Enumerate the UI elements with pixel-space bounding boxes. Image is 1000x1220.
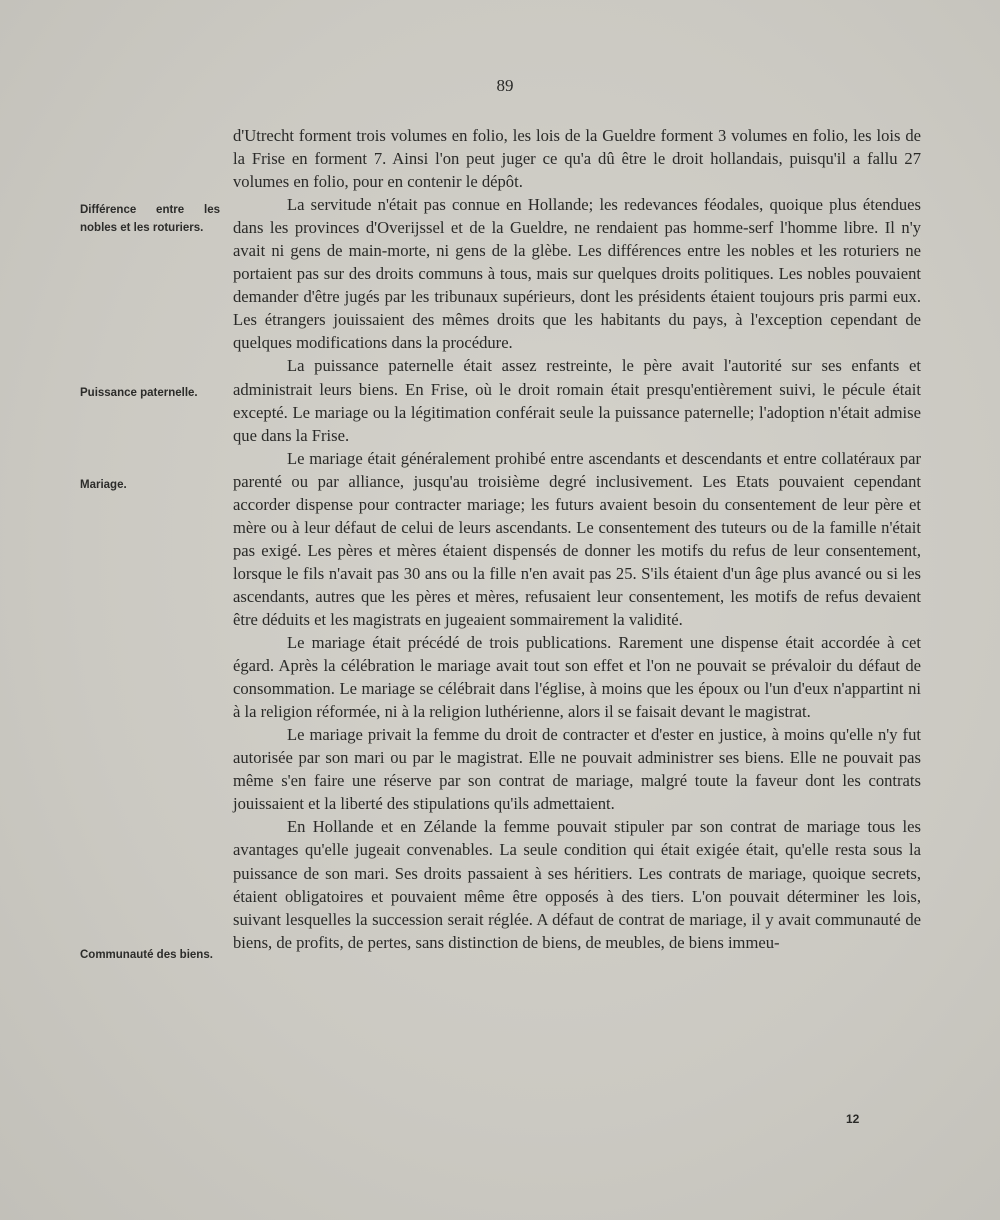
- body-text: [233, 124, 921, 954]
- margin-note-mariage: Mariage.: [80, 479, 127, 491]
- margin-note-communaute: Communauté des biens.: [80, 949, 213, 961]
- paragraph: Le mariage était généralement prohibé entre ascendants et descendants et entre collatéraux par parenté ou par alliance, jusqu'au troisième degré inclusivement. Les Etats pouvaient cependant accorder dispense pour contracter mariage; les futurs avaient besoin du consentement de leur père et mère ou à leur défaut de celui de leurs ascendants. Le consentement des tuteurs ou de la famille n'était pas exigé. Les pères et mères étaient dispensés de donner les motifs du refus de leur consentement, lorsque le fils n'avait pas 30 ans ou la fille n'en avait pas 25. S'ils étaient d'un âge plus avancé ou si les ascendants, autres que les pères et mères, refusaient leur consentement, les motifs de refus devaient être déduits et les magistrats en jugeaient sommairement la validité.: [233, 448, 921, 629]
- margin-note-puissance-paternelle: Puissance paternelle.: [80, 387, 198, 399]
- paragraph: La servitude n'était pas connue en Hollande; les redevances féodales, quoique plus étendues dans les provinces d'Overijssel et de la Gueldre, ne rendaient pas homme-serf l'homme libre. Il n'y avait ni gens de main-morte, ni gens de la glèbe. Les différences entre les nobles et les roturiers ne portaient pas sur des droits communs à tous, mais sur quelques droits politiques. Les nobles pouvaient demander d'être jugés par les tribunaux supérieurs, dont les présidents étaient toujours pris parmi eux. Les étrangers jouissaient des mêmes droits que les habitants du pays, à l'exception cependant de quelques modifications dans la procédure.: [233, 195, 921, 353]
- signature-mark: 12: [846, 1112, 860, 1126]
- margin-note-noblesse: Différence entre les nobles et les roturiers.: [80, 204, 220, 234]
- paragraph: Le mariage était précédé de trois publications. Rarement une dispense était accordée à cet égard. Après la célébration le mariage avait tout son effet et l'on ne pouvait se prévaloir du défaut de consommation. Le mariage se célébrait dans l'église, à moins que les époux ou l'un d'eux n'appartint ni à la religion réformée, ni à la religion luthérienne, alors il se faisait devant le magistrat.: [233, 633, 921, 722]
- paragraph: Le mariage privait la femme du droit de contracter et d'ester en justice, à moins qu'elle n'y fut autorisée par son mari ou par le magistrat. Elle ne pouvait administrer ses biens. Elle ne pouvait pas même s'en faire une réserve par son contrat de mariage, malgré toute la faveur dont les contrats jouissaient et la liberté des stipulations qu'ils admettaient.: [233, 725, 921, 814]
- page-number: 89: [496, 76, 514, 95]
- paragraph: La puissance paternelle était assez restreinte, le père avait l'autorité sur ses enfants et administrait leurs biens. En Frise, où le droit romain était presqu'entièrement suivi, le pécule était excepté. Le mariage ou la légitimation conférait seule la puissance paternelle; l'adoption n'était admise que dans la Frise.: [233, 356, 921, 445]
- paragraph: d'Utrecht forment trois volumes en folio, les lois de la Gueldre forment 3 volumes en folio, les lois de la Frise en forment 7. Ainsi l'on peut juger ce qu'a dû être le droit hollandais, puisqu'il a fallu 27 volumes en folio, pour en contenir le dépôt.: [233, 126, 921, 192]
- paragraph: En Hollande et en Zélande la femme pouvait stipuler par son contrat de mariage tous les avantages qu'elle jugeait convenables. La seule condition qui était exigée était, qu'elle resta sous la puissance de son mari. Ses droits passaient à ses héritiers. Les contrats de mariage, quoique secrets, étaient obligatoires et pouvaient même être opposés à des tiers. L'on pouvait déterminer les lois, suivant lesquelles la succession serait réglée. A défaut de contrat de mariage, il y avait communauté de biens, de profits, de pertes, sans distinction de biens, de meubles, de biens immeu-: [233, 817, 921, 952]
